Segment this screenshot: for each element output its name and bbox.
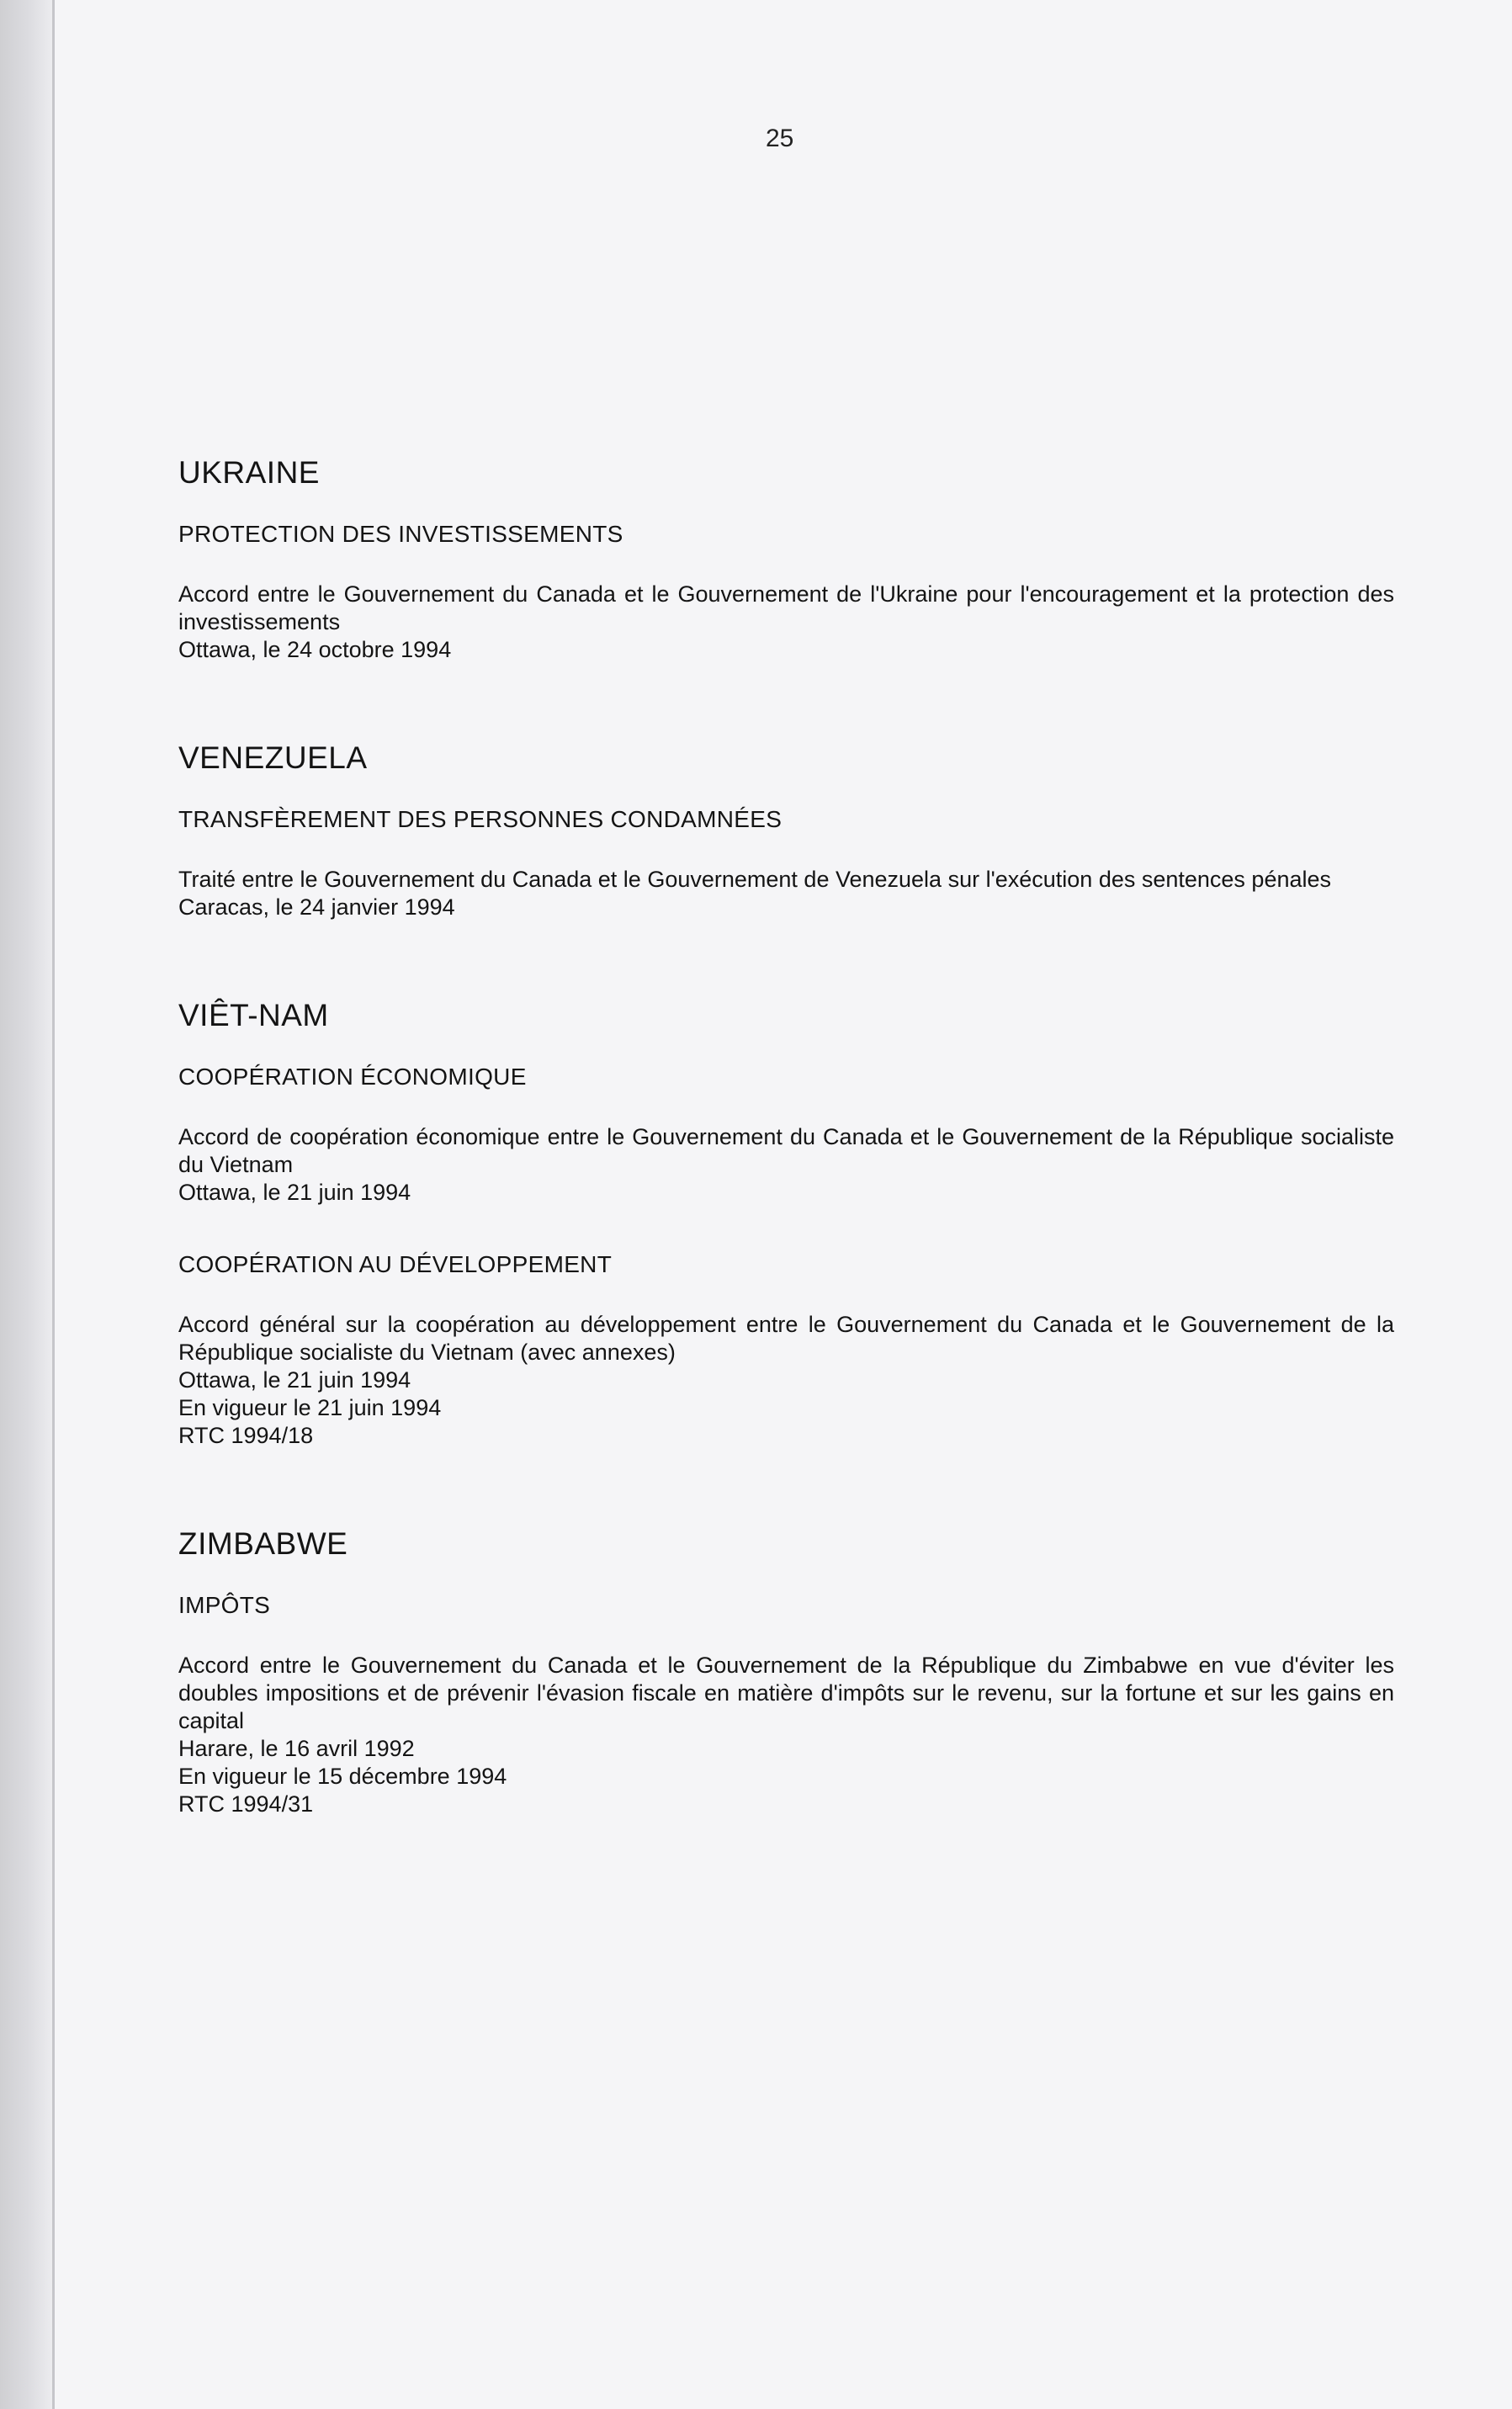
topic-heading: COOPÉRATION AU DÉVELOPPEMENT <box>178 1250 613 1277</box>
country-heading: VIÊT-NAM <box>178 997 329 1032</box>
treaty-description: Accord général sur la coopération au développement entre le Gouvernement du Canada et le Gouvernement de la République socialiste du Vietnam (avec annexes) <box>178 1311 1394 1365</box>
country-heading: VENEZUELA <box>178 740 368 775</box>
treaty-description: Traité entre le Gouvernement du Canada et le Gouvernement de Venezuela sur l'exécution des sentences pénales <box>178 866 1332 892</box>
treaty-description: Accord de coopération économique entre le Gouvernement du Canada et le Gouvernement de la République socialiste du Vietnam <box>178 1123 1394 1177</box>
treaty-place-date: Ottawa, le 21 juin 1994 <box>178 1179 411 1205</box>
treaty-description: Accord entre le Gouvernement du Canada et le Gouvernement de la République du Zimbabwe en vue d'éviter les doubles impositions et de prévenir l'évasion fiscale en matière d'impôts sur le revenu, sur la fortune et sur les gains en capital <box>178 1652 1394 1733</box>
treaty-place-date: Harare, le 16 avril 1992 <box>178 1735 415 1761</box>
country-section-vietnam <box>178 997 1394 1526</box>
treaty-in-force: En vigueur le 21 juin 1994 <box>178 1394 442 1420</box>
treaty-place-date: Ottawa, le 21 juin 1994 <box>178 1366 411 1393</box>
country-heading: UKRAINE <box>178 455 320 490</box>
treaty-entry <box>178 1311 1394 1450</box>
country-heading: ZIMBABWE <box>178 1526 348 1561</box>
treaty-entry <box>178 1123 1394 1207</box>
section-spacer <box>178 664 1394 740</box>
treaty-entry <box>178 866 1394 921</box>
treaty-in-force: En vigueur le 15 décembre 1994 <box>178 1763 507 1789</box>
treaty-entry <box>178 581 1394 664</box>
topic-heading: TRANSFÈREMENT DES PERSONNES CONDAMNÉES <box>178 806 783 833</box>
page-number: 25 <box>766 125 794 152</box>
treaty-place-date: Caracas, le 24 janvier 1994 <box>178 894 455 920</box>
topic-heading: IMPÔTS <box>178 1591 271 1618</box>
section-spacer <box>178 921 1394 997</box>
country-section-venezuela <box>178 740 1394 997</box>
topic-heading: COOPÉRATION ÉCONOMIQUE <box>178 1064 527 1090</box>
country-section-ukraine <box>178 454 1394 740</box>
treaty-reference: RTC 1994/31 <box>178 1791 314 1817</box>
treaty-list <box>178 454 1394 1818</box>
country-section-zimbabwe <box>178 1526 1394 1818</box>
treaty-entry <box>178 1652 1394 1818</box>
treaty-reference: RTC 1994/18 <box>178 1422 314 1448</box>
treaty-description: Accord entre le Gouvernement du Canada et le Gouvernement de l'Ukraine pour l'encouragement et la protection des investissements <box>178 581 1394 634</box>
treaty-place-date: Ottawa, le 24 octobre 1994 <box>178 636 452 662</box>
topic-heading: PROTECTION DES INVESTISSEMENTS <box>178 521 623 548</box>
section-spacer <box>178 1450 1394 1526</box>
topic-spacer <box>178 1207 1394 1250</box>
book-spine-shadow <box>0 0 52 2409</box>
